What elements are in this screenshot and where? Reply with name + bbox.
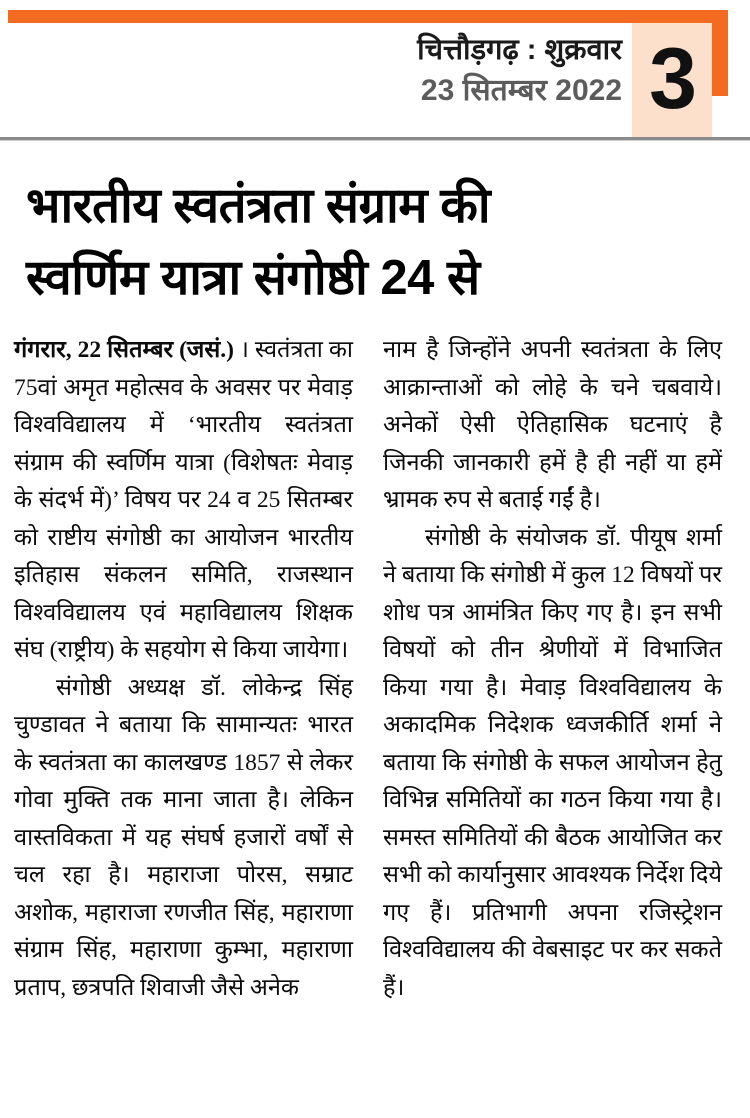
headline-line-1: भारतीय स्वतंत्रता संग्राम की [26,179,491,233]
article-headline [26,170,726,314]
article-paragraph: नाम है जिन्होंने अपनी स्वतंत्रता के लिए आक्रान्ताओं को लोहे के चने चबवाये। अनेकों ऐसी ऐतिहासिक घटनाएं है जिनकी जानकारी हमें है ही नहीं या हमें भ्रामक रुप से बताई गईं है। [383,337,722,513]
article-paragraph [14,332,353,670]
masthead-divider-rule [0,137,750,141]
article-paragraph: संगोष्ठी के संयोजक डॉ. पीयूष शर्मा ने बताया कि संगोष्ठी में कुल 12 विषयों पर शोध पत्र आमंत्रित किए गए है। इन सभी विषयों को तीन श्रेणीयों में विभाजित किया गया है। मेवाड़ विश्वविद्यालय के अकादमिक निदेशक ध्वजकीर्ति शर्मा ने बताया कि संगोष्ठी के सफल आयोजन हेतु विभिन्न समितियों का गठन किया गया है। समस्त समितियों की बैठक आयोजित कर सभी को कार्यानुसार आवश्यक निर्देश दिये गए हैं। प्रतिभागी अपना रजिस्ट्रेशन विश्वविद्यालय की वेबसाइट पर कर सकते हैं। [383,524,723,1001]
masthead [0,0,750,142]
page-number: 3 [649,31,695,127]
article-paragraph-text: । स्वतंत्रता का 75वां अमृत महोत्सव के अवसर पर मेवाड़ विश्वविद्यालय में ‘भारतीय स्वतंत्रता संग्राम की स्वर्णिम यात्रा (विशेषतः मेवाड़ के संदर्भ में)’ विषय पर 24 व 25 सितम्बर को राष्टीय संगोष्ठी का आयोजन भारतीय इतिहास संकलन समिति, राजस्थान विश्वविद्यालय एवं महाविद्यालय शिक्षक संघ (राष्ट्रीय) के सहयोग से किया जायेगा। [14,337,354,663]
article-column-left [14,332,353,1007]
article-dateline: गंगरार, 22 सितम्बर (जसं.) [14,337,234,363]
masthead-date: 23 सितम्बर 2022 [420,74,622,107]
masthead-dateline-group [417,30,622,112]
masthead-accent-bar-top [8,10,728,23]
masthead-accent-bar-right [712,10,728,96]
article-column-right [383,332,722,1007]
headline-line-2: स्वर्णिम यात्रा संगोष्ठी 24 से [26,251,480,305]
article-paragraph: संगोष्ठी अध्यक्ष डॉ. लोकेन्द्र सिंह चुण्डावत ने बताया कि सामान्यतः भारत के स्वतंत्रता का कालखण्ड 1857 से लेकर गोवा मुक्ति तक माना जाता है। लेकिन वास्तविकता में यह संघर्ष हजारों वर्षों से चल रहा है। महाराजा पोरस, सम्राट अशोक, महाराजा रणजीत सिंह, महाराणा संग्राम सिंह, महाराणा कुम्भा, महाराणा प्रताप, छत्रपति शिवाजी जैसे अनेक [14,674,353,1001]
article-body [14,332,736,1007]
masthead-place-and-day: चित्तौड़गढ़ : शुक्रवार [417,34,622,66]
